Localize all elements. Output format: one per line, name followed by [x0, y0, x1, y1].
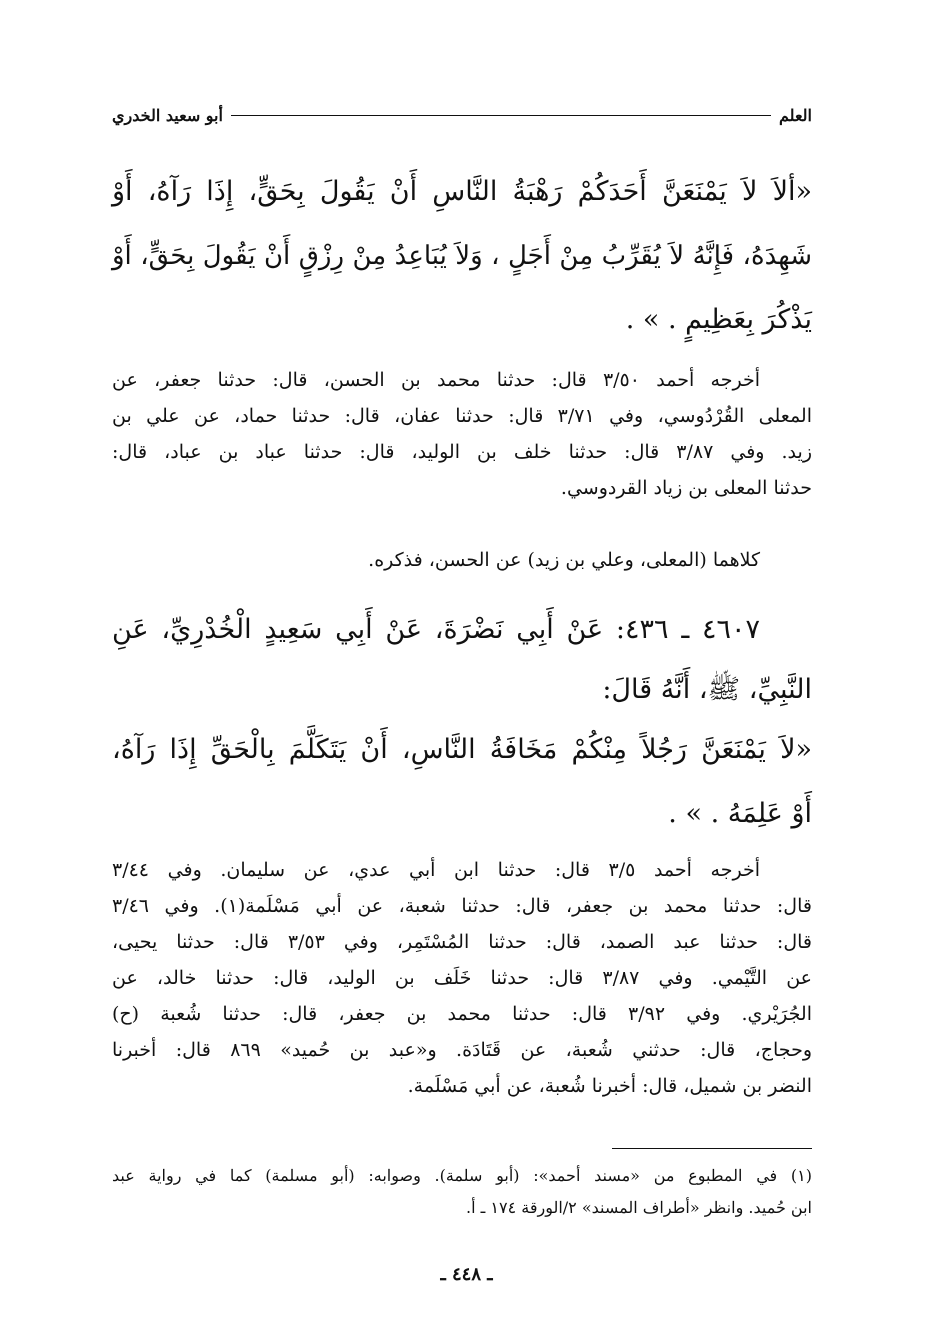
- takhrij-summary: [112, 542, 812, 578]
- hadith-heading: [112, 600, 812, 720]
- takhrij-note-1: [112, 362, 812, 506]
- text-line: قال: حدثنا عبد الصمد، قال: حدثنا المُسْتَمِر، وفي ٣/٥٣ قال: حدثنا يحيى،: [112, 931, 813, 953]
- text-line: النضر بن شميل، قال: أخبرنا شُعبة، عن أبي مَسْلَمة.: [407, 1075, 812, 1097]
- text-line: شَهِدَهُ، فَإِنَّهُ لاَ يُقَرِّبُ مِنْ أَجَلٍ ، وَلاَ يُبَاعِدُ مِنْ رِزْقٍ أَنْ يَقُولَ بِحَقٍّ، أَوْ: [112, 241, 812, 271]
- text-line: «لاَ يَمْنَعَنَّ رَجُلاً مِنْكُمْ مَخَافَةُ النَّاسِ، أَنْ يَتَكَلَّمَ بِالْحَقِّ إِذَا رَآهُ،: [112, 734, 812, 765]
- page-number: ـ ٤٤٨ ـ: [440, 1264, 493, 1285]
- text-line: النَّبِيِّ، ﷺ، أَنَّهُ قَالَ:: [602, 674, 812, 705]
- text-line: عن التَّيْمي. وفي ٣/٨٧ قال: حدثنا خَلَف بن الوليد، قال: حدثنا خالد، عن: [112, 967, 812, 989]
- footnote-line: (١) في المطبوع من «مسند أحمد»: (أبو سلمة). وصوابه: (أبو مسلمة) كما في رواية عبد: [112, 1166, 812, 1185]
- footnote-line: ابن حُميد. وانظر «أطراف المسند» ٢/الورقة ١٧٤ ـ أ.: [465, 1198, 812, 1217]
- hadith-number-line: ٤٦٠٧ ـ ٤٣٦: عَنْ أَبِي نَضْرَةَ، عَنْ أَبِي سَعِيدٍ الْخُدْرِيِّ، عَنِ: [112, 614, 760, 645]
- footnotes: [112, 1160, 812, 1224]
- text-line: كلاهما (المعلى، وعلي بن زيد) عن الحسن، فذكره.: [368, 549, 760, 571]
- hadith-text-2: [112, 718, 812, 846]
- text-line: أَوْ عَلِمَهُ . » .: [668, 798, 812, 829]
- hadith-text-1: [112, 160, 812, 352]
- text-line: المعلى القُرْدُوسي، وفي ٣/٧١ قال: حدثنا عفان، قال: حدثنا حماد، عن علي بن: [112, 405, 812, 427]
- text-line: وحجاج، قال: حدثني شُعبة، عن قَتَادَة. و«عبد بن حُميد» ٨٦٩ قال: أخبرنا: [112, 1039, 812, 1061]
- text-line: زيد. وفي ٣/٨٧ قال: حدثنا خلف بن الوليد، قال: حدثنا عباد بن عباد، قال:: [112, 441, 812, 463]
- header-rule: [231, 115, 771, 116]
- takhrij-note-2: [112, 852, 812, 1104]
- text-line: قال: حدثنا محمد بن جعفر، قال: حدثنا شعبة، عن أبي مَسْلَمة(١). وفي ٣/٤٦: [112, 895, 812, 917]
- text-line: أخرجه أحمد ٣/٥ قال: حدثنا ابن أبي عدي، عن سليمان. وفي ٣/٤٤: [112, 859, 760, 881]
- text-line: أخرجه أحمد ٣/٥٠ قال: حدثنا محمد بن الحسن، قال: حدثنا جعفر، عن: [112, 369, 760, 391]
- running-header: [112, 100, 812, 130]
- header-chapter-title: العلم: [779, 105, 812, 125]
- text-line: «ألاَ لاَ يَمْنَعَنَّ أَحَدَكُمْ رَهْبَةُ النَّاسِ أَنْ يَقُولَ بِحَقٍّ، إِذَا رَآهُ، أَوْ: [112, 176, 812, 207]
- header-narrator-name: أبو سعيد الخدري: [112, 105, 223, 125]
- footnote-separator: [612, 1148, 812, 1149]
- text-line: الجُرَيْري. وفي ٣/٩٢ قال: حدثنا محمد بن جعفر، قال: حدثنا شُعبة (ح): [112, 1003, 812, 1025]
- text-line: حدثنا المعلى بن زياد القردوسي.: [560, 477, 812, 499]
- text-line: يَذْكُرَ بِعَظِيمٍ . » .: [625, 304, 812, 335]
